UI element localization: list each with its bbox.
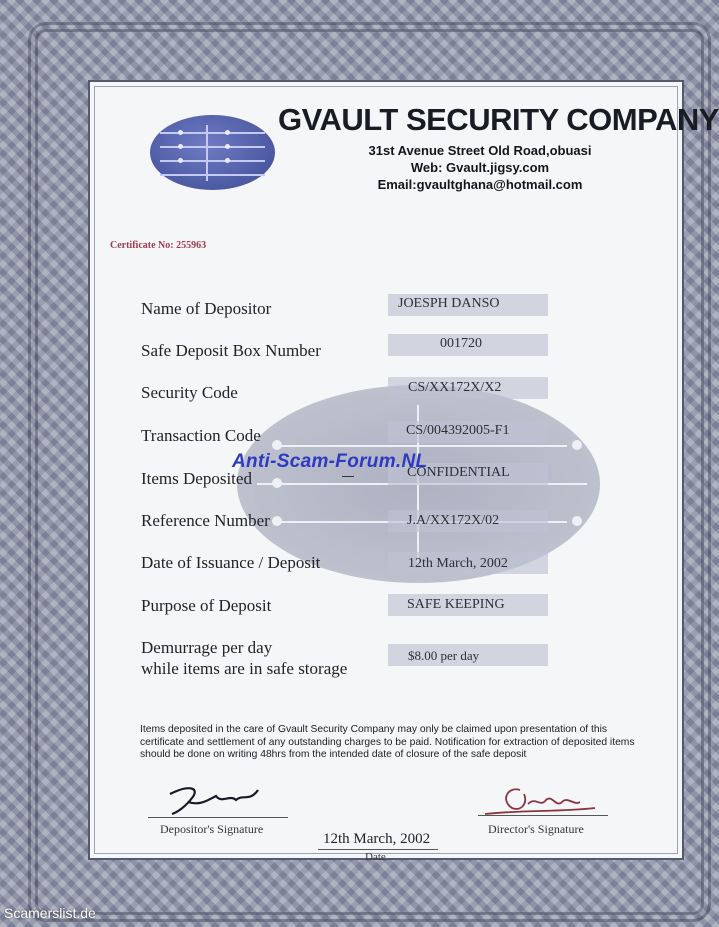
notice-text: Items deposited in the care of Gvault Security Company may only be claimed upon presentation of this certificate and settlement of any outstanding charges to be paid. Notification for extraction of deposited items should be done on writing 48hrs from the intended date of closure of the safe deposit — [140, 724, 635, 760]
label-box-number: Safe Deposit Box Number — [141, 341, 321, 360]
label-demurrage-line2: while items are in safe storage — [141, 659, 348, 678]
company-name: GVAULT SECURITY COMPANY — [278, 102, 719, 137]
depositor-signature — [160, 780, 270, 820]
label-transaction-code: Transaction Code — [141, 426, 261, 445]
value-purpose-of-deposit: SAFE KEEPING — [407, 597, 505, 612]
value-reference-number: J.A/XX172X/02 — [407, 513, 500, 528]
depositor-signature-line — [148, 817, 288, 818]
dash-mark — [342, 476, 354, 477]
label-reference-number: Reference Number — [141, 511, 270, 530]
label-date-of-issuance: Date of Issuance / Deposit — [141, 553, 321, 572]
label-items-deposited: Items Deposited — [141, 469, 252, 488]
value-date-of-issuance: 12th March, 2002 — [408, 556, 508, 571]
label-demurrage-line1: Demurrage per day — [141, 638, 273, 657]
value-name-of-depositor: JOESPH DANSO — [398, 296, 500, 311]
company-address: 31st Avenue Street Old Road,obuasi — [368, 143, 592, 158]
company-email: Email:gvaultghana@hotmail.com — [377, 177, 583, 192]
certificate-number: Certificate No: 255963 — [110, 240, 207, 251]
signature-date: 12th March, 2002 — [323, 831, 431, 847]
director-signature-line — [478, 815, 608, 816]
company-logo — [150, 115, 275, 190]
value-transaction-code: CS/004392005-F1 — [406, 423, 510, 438]
value-items-deposited: CONFIDENTIAL — [407, 465, 510, 480]
date-label: Date — [365, 851, 386, 863]
director-signature-label: Director's Signature — [488, 822, 584, 836]
value-box-number: 001720 — [440, 336, 482, 351]
director-signature — [480, 778, 600, 820]
value-demurrage: $8.00 per day — [408, 648, 480, 663]
value-security-code: CS/XX172X/X2 — [408, 380, 502, 395]
label-security-code: Security Code — [141, 383, 238, 402]
label-name-of-depositor: Name of Depositor — [141, 299, 272, 318]
date-line — [318, 849, 438, 850]
label-purpose-of-deposit: Purpose of Deposit — [141, 596, 272, 615]
company-web: Web: Gvault.jigsy.com — [410, 160, 550, 175]
watermark-text: Anti-Scam-Forum.NL — [232, 451, 428, 472]
source-watermark: Scamerslist.de — [4, 905, 96, 921]
depositor-signature-label: Depositor's Signature — [160, 822, 264, 836]
